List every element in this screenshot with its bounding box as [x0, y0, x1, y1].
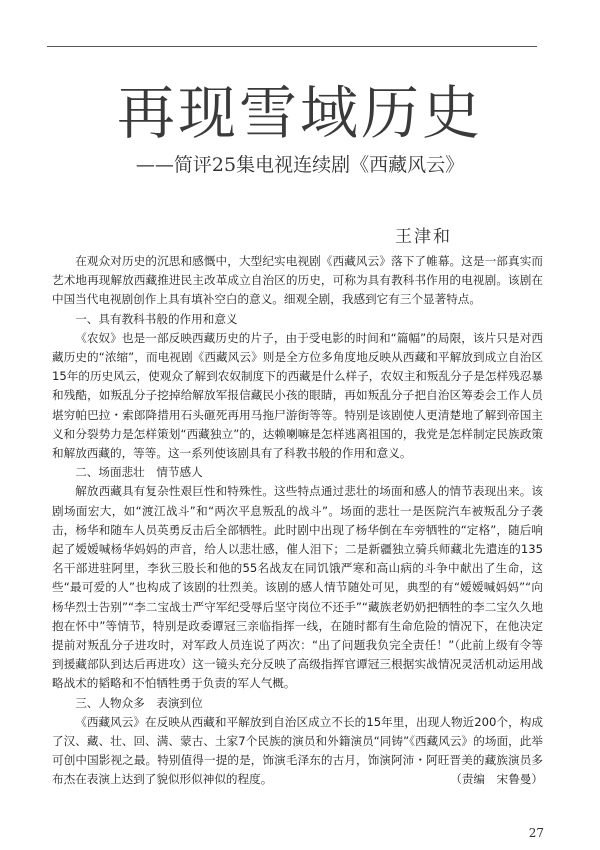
- article-subtitle: ——简评25集电视连续剧《西藏风云》: [135, 154, 465, 176]
- article-body: [52, 252, 543, 790]
- top-rule: [47, 46, 537, 47]
- section-3-text: 《西藏风云》在反映从西藏和平解放到自治区成立不长的15年里，出现人物近200个，构成了汉、藏、壮、回、满、蒙古、土家7个民族的演员和外籍演员“同铸”《西藏风云》的场面，此举可创中国影视之最。特别值得一提的是，饰演毛泽东的古月，饰演阿沛・阿旺晋美的藏族演员多布杰在表演上达到了貌似形似神似的程度。: [52, 714, 543, 787]
- section-3-paragraph: [52, 713, 543, 790]
- section-1-paragraph: 《农奴》也是一部反映西藏历史的片子，由于受电影的时间和“篇幅”的局限，该片只是对西藏历史的“浓缩”，而电视剧《西藏风云》则是全方位多角度地反映从西藏和平解放到成立自治区15年的历史风云，使观众了解到农奴制度下的西藏是什么样子，农奴主和叛乱分子是怎样残忍暴和残酷，如叛乱分子挖掉给解放军报信藏民小孩的眼睛，再如叛乱分子把自治区筹委会工作人员堪穷帕巴拉・索郎降措用石头砸死再用马拖尸游街等等。特别是该剧使人更清楚地了解到帝国主义和分裂势力是怎样策划“西藏独立”的，达赖喇嘛是怎样逃离祖国的，我党是怎样制定民族政策和解放西藏的，等等。这一系列使该剧具有了科教书般的作用和意义。: [52, 330, 543, 461]
- editor-note: （责编 宋鲁曼）: [450, 772, 543, 787]
- section-2-paragraph: 解放西藏具有复杂性艰巨性和特殊性。这些特点通过悲壮的场面和感人的情节表现出来。该剧场面宏大，如“渡江战斗”和“两次平息叛乱的战斗”。场面的悲壮一是医院汽车被叛乱分子袭击，杨华和随车人员英勇反击后全部牺牲。此时剧中出现了杨华倒在车旁牺牲的“定格”，随后响起了嫒嫒喊杨华妈妈的声音，给人以悲壮感，催人泪下；二是新疆独立骑兵师藏北先遣连的135名干部进驻阿里，李狄三股长和他的55名战友在同饥饿严寒和高山病的斗争中献出了生命，这些“最可爱的人”也构成了该剧的壮烈美。该剧的感人情节随处可见，典型的有“嫒嫒喊妈妈”“向杨华烈士告别”“李二宝战士严守军纪受辱后坚守岗位不还手”“藏族老奶奶把牺牲的李二宝久久地抱在怀中”等情节，特别是政委谭冠三亲临指挥一线，在随时都有生命危险的情况下，在他决定提前对叛乱分子进攻时，对军政人员连说了两次：“出了问题我负完全责任！”（此前上级有令等到援藏部队到达后再进攻）这一镜头充分反映了高级指挥官谭冠三根据实战情况灵活机动运用战略战术的韬略和不怕牺牲勇于负责的军人气概。: [52, 484, 543, 691]
- article-title: 再现雪域历史: [116, 79, 483, 147]
- section-heading-1: 一、具有教科书般的作用和意义: [75, 311, 238, 326]
- section-heading-2: 二、场面悲壮 情节感人: [75, 465, 203, 480]
- page-number: 27: [528, 826, 544, 840]
- intro-paragraph: 在观众对历史的沉思和感慨中，大型纪实电视剧《西藏风云》落下了帷幕。这是一部真实而艺术地再现解放西藏推进民主改革成立自治区的历史，可称为具有教科书作用的电视剧。该剧在中国当代电视剧创作上具有填补空白的意义。细观全剧，我感到它有三个显著特点。: [52, 254, 543, 307]
- article-author: 王津和: [395, 227, 452, 247]
- section-heading-3: 三、人物众多 表演到位: [75, 695, 203, 710]
